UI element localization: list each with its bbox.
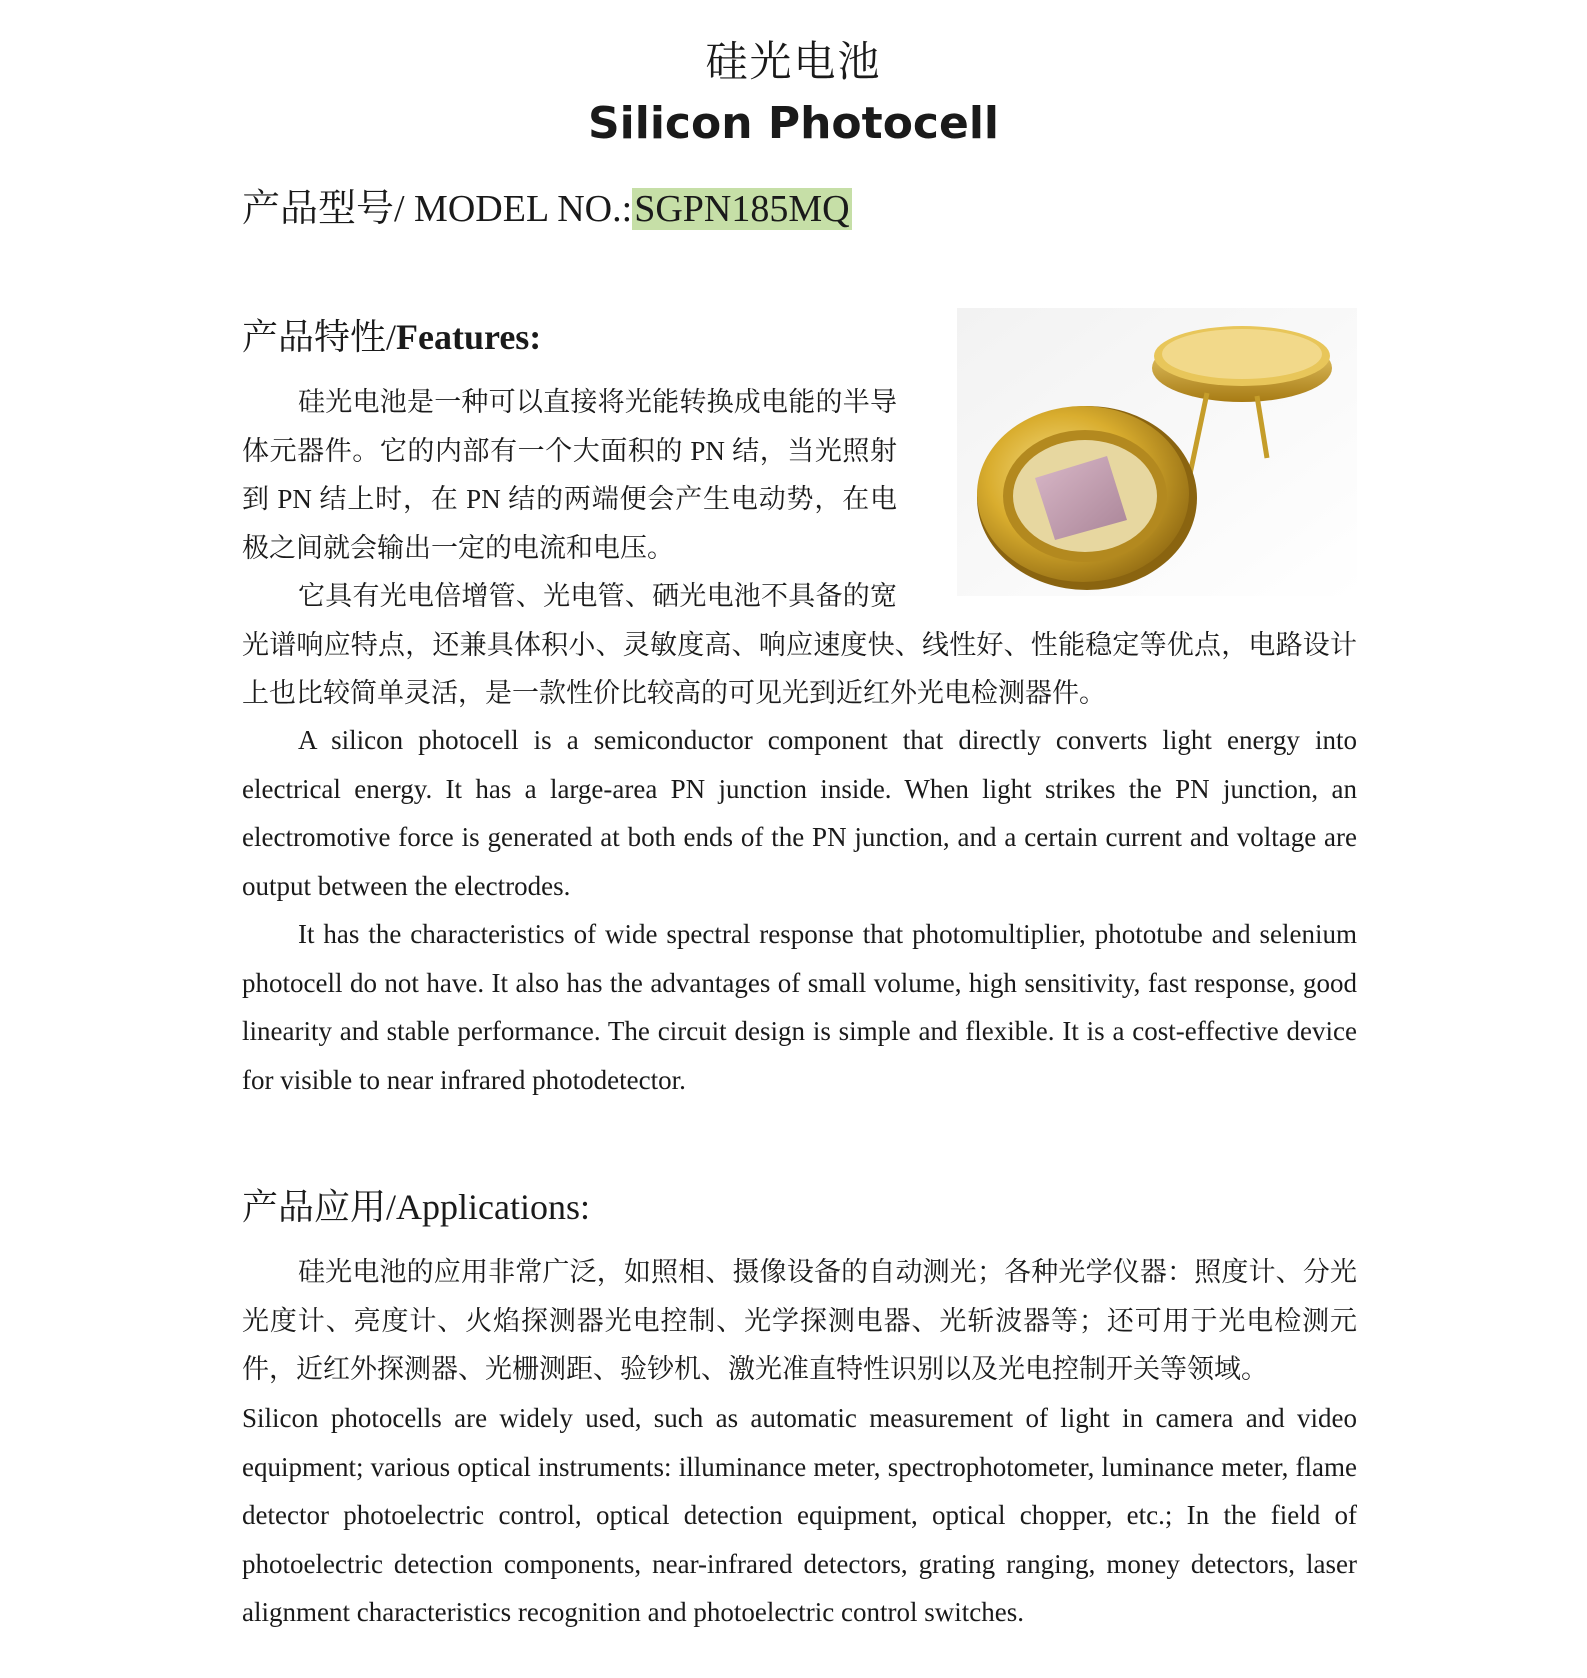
model-number-line [242, 184, 852, 234]
features-heading [242, 314, 541, 360]
features-cn-text [242, 378, 1357, 718]
features-en-text [242, 716, 1357, 1104]
features-heading-en: Features: [396, 317, 542, 357]
features-en-paragraph-2: It has the characteristics of wide spectral response that photomultiplier, phototube and selenium photocell do not have. It also has the advantages of small volume, high sensitivity, fast response, good linearity and stable performance. The circuit design is simple and flexible. It is a cost-effective device for visible to near infrared photodetector. [242, 919, 1357, 1095]
page-title-en: Silicon Photocell [587, 98, 1000, 149]
features-heading-cn: 产品特性/ [242, 317, 397, 357]
model-value: SGPN185MQ [634, 188, 850, 230]
features-cn-paragraph-1: 硅光电池是一种可以直接将光能转换成电能的半导体元器件。它的内部有一个大面积的 PN 结，当光照射到 PN 结上时，在 PN 结的两端便会产生电动势，在电极之间就会输出一定的电流和电压。 [242, 387, 897, 563]
features-en-paragraph-1: A silicon photocell is a semiconductor component that directly converts light energy into electrical energy. It has a large-area PN junction inside. When light strikes the PN junction, an electromotive force is generated at both ends of the PN junction, and a certain current and voltage are output between the electrodes. [242, 725, 1357, 901]
model-label: 产品型号/ MODEL NO.: [242, 188, 633, 230]
applications-cn-text [242, 1248, 1357, 1394]
photocell-product-photo-icon [957, 308, 1357, 596]
features-cn-paragraph-2: 它具有光电倍增管、光电管、硒光电池不具备的宽光谱响应特点，还兼具体积小、灵敏度高、响应速度快、线性好、性能稳定等优点，电路设计上也比较简单灵活，是一款性价比较高的可见光到近红外光电检测器件。 [242, 581, 1357, 708]
applications-heading: 产品应用/Applications: [242, 1187, 590, 1227]
applications-en-text [242, 1394, 1357, 1637]
applications-cn-paragraph: 硅光电池的应用非常广泛，如照相、摄像设备的自动测光；各种光学仪器：照度计、分光光度计、亮度计、火焰探测器光电控制、光学探测电器、光斩波器等；还可用于光电检测元件，近红外探测器、光栅测距、验钞机、激光准直特性识别以及光电控制开关等领域。 [242, 1257, 1357, 1384]
applications-en-paragraph: Silicon photocells are widely used, such as automatic measurement of light in camera and video equipment; various optical instruments: illuminance meter, spectrophotometer, luminance meter, flame detector photoelectric control, optical detection equipment, optical chopper, etc.; In the field of photoelectric detection components, near-infrared detectors, grating ranging, money detectors, laser alignment characteristics recognition and photoelectric control switches. [242, 1403, 1357, 1627]
page-title-cn: 硅光电池 [705, 37, 882, 86]
